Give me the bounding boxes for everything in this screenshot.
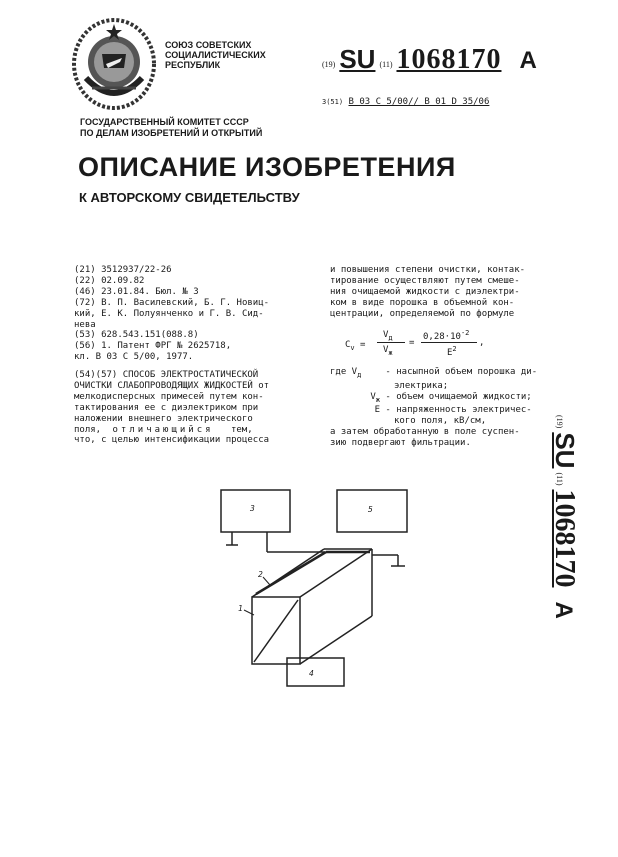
definition-text: напряженность электричес- (396, 405, 532, 416)
figure-label-5: 5 (368, 505, 373, 514)
term-sub: ж (375, 395, 380, 404)
term-symbol: Е (374, 405, 380, 416)
biblio-line: (72) В. П. Василевский, Б. Г. Новиц- (74, 297, 270, 308)
ipc-classes: В 03 С 5/00// В 01 D 35/06 (348, 97, 490, 107)
side-code-11: (11) (555, 472, 565, 486)
biblio-line: нева (74, 319, 96, 330)
figure-label-3: 3 (250, 504, 255, 513)
container-edge (300, 616, 372, 664)
definition-text: объем очищаемой жидкости; (396, 391, 532, 402)
side-doc-number: 1068170 (549, 489, 580, 588)
claim-line: и повышения степени очистки, контак- (330, 265, 526, 275)
block-3 (221, 490, 290, 532)
block-4 (287, 658, 344, 686)
den2-sup: 2 (452, 345, 457, 353)
den1-sub: ж (388, 348, 393, 357)
abstract-line: ОЧИСТКИ СЛАБОПРОВОДЯЩИХ ЖИДКОСТЕЙ от (74, 380, 270, 391)
claim-line: а затем обработанную в поле суспен- (330, 427, 520, 438)
doc-number: 1068170 (396, 44, 502, 75)
abstract-line: наложении внешнего электрического (74, 413, 253, 424)
container-electrode (254, 600, 298, 662)
org-line: РЕСПУБЛИК (165, 60, 221, 70)
abstract-line: что, с целью интенсификации процесса (74, 435, 270, 446)
num1-sub: д (388, 333, 393, 342)
committee-line: ГОСУДАРСТВЕННЫЙ КОМИТЕТ СССР (80, 117, 249, 127)
definition-row: $V_ж$ - объем очищаемой жидкости; (330, 392, 537, 406)
leader-2 (263, 577, 270, 585)
equals-sign: = (409, 338, 415, 348)
abstract-word: тем, (230, 424, 253, 435)
code-11: (11) (379, 59, 393, 69)
claim-line: зию подвергают фильтрации. (330, 438, 471, 449)
definition-text: кого поля, кВ/см, (394, 416, 487, 427)
claim-line: центрации, определяемой по формуле (330, 308, 515, 319)
container-edge (300, 549, 372, 597)
formula-comma: , (479, 338, 485, 348)
side-code-19: (19) (555, 415, 565, 429)
biblio-line: кл. В 03 С 5/00, 1977. (74, 352, 194, 363)
biblio-line: (53) 628.543.151(088.8) (74, 330, 199, 341)
claim-line: ком в виде порошка в объемной кон- (330, 297, 515, 308)
code-19: (19) (322, 59, 336, 69)
num1-symbol: V (383, 330, 389, 340)
formula-lhs-symbol: С (345, 340, 351, 350)
claim-line: ния очищаемой жидкости с диэлектри- (330, 286, 520, 297)
definition-row: Е - напряженность электричес- (330, 405, 537, 416)
document-subtitle: К АВТОРСКОМУ СВИДЕТЕЛЬСТВУ (79, 190, 300, 205)
distinguishing-word: отличающийся (112, 424, 214, 435)
biblio-line: (56) 1. Патент ФРГ № 2625718, (74, 341, 232, 352)
figure-label-1: 1 (238, 604, 243, 613)
term-sub: д (357, 370, 362, 379)
country-code: SU (339, 44, 376, 74)
figure-label-4: 4 (309, 669, 314, 678)
document-title: ОПИСАНИЕ ИЗОБРЕТЕНИЯ (78, 152, 456, 182)
org-line: СОЮЗ СОВЕТСКИХ (165, 40, 252, 50)
definition-text: электрика; (394, 380, 449, 391)
num2-sup: -2 (460, 329, 470, 337)
abstract-line: мелкодисперсных примесей путем кон- (74, 391, 264, 402)
side-kind: A (550, 601, 577, 619)
abstract-line: (54)(57) СПОСОБ ЭЛЕКТРОСТАТИЧЕСКОЙ (74, 370, 259, 380)
biblio-line: (22) 02.09.82 (74, 275, 145, 286)
definition-row: где $V_д$ - насыпной объем порошка ди- (330, 367, 538, 379)
electrode-top (256, 552, 326, 594)
term-symbol: V (370, 391, 376, 402)
abstract-line: тактирования ее с диэлектриком при (74, 402, 259, 413)
committee-line: ПО ДЕЛАМ ИЗОБРЕТЕНИЙ И ОТКРЫТИЙ (80, 128, 263, 138)
definition-text: насыпной объем порошка ди- (396, 367, 538, 377)
side-country: SU (550, 432, 580, 469)
figure-label-2: 2 (258, 570, 263, 579)
claim-line: тирование осуществляют путем смеше- (330, 275, 520, 286)
term-symbol: где V (330, 367, 358, 377)
kind-code: A (519, 47, 537, 74)
den2-symbol: Е (447, 348, 453, 358)
code-51: 3(51) (322, 98, 344, 106)
biblio-line: кий, Е. К. Полуянченко и Г. В. Сид- (74, 308, 264, 319)
formula-lhs-sub: v (350, 343, 355, 352)
biblio-line: (21) 3512937/22-26 (74, 265, 172, 275)
org-line: СОЦИАЛИСТИЧЕСКИХ (165, 50, 266, 60)
biblio-line: (46) 23.01.84. Бюл. № 3 (74, 286, 199, 297)
formula-lhs: $С_v$ = (345, 340, 366, 352)
den1-symbol: V (383, 345, 389, 355)
abstract-word: поля, (74, 424, 102, 435)
num2-value: 0,28·10 (423, 332, 461, 342)
